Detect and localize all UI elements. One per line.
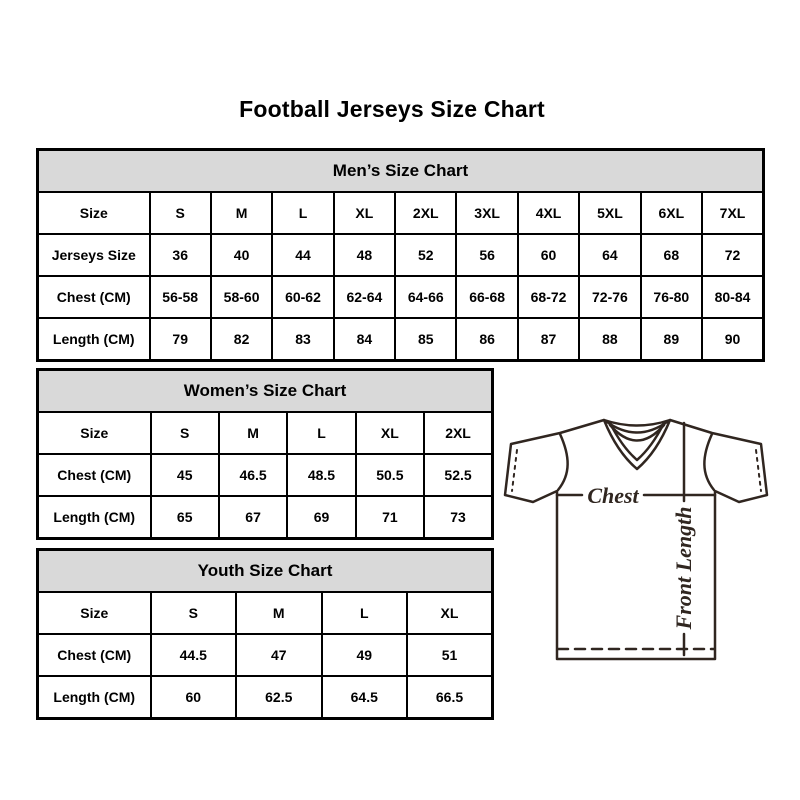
- row-label: Length (CM): [38, 676, 151, 719]
- table-cell: 56: [456, 234, 517, 276]
- table-cell: S: [151, 592, 237, 634]
- table-cell: 90: [702, 318, 763, 361]
- table-cell: 83: [272, 318, 333, 361]
- table-cell: 84: [334, 318, 395, 361]
- row-label: Size: [38, 412, 151, 454]
- table-row: [38, 192, 764, 234]
- table-cell: 73: [424, 496, 492, 539]
- table-cell: 72-76: [579, 276, 640, 318]
- table-cell: 65: [151, 496, 219, 539]
- table-cell: 49: [322, 634, 408, 676]
- jersey-diagram-icon: [498, 398, 782, 682]
- table-cell: L: [272, 192, 333, 234]
- table-cell: 68: [641, 234, 702, 276]
- womens-table-header: Women’s Size Chart: [38, 370, 493, 413]
- youth-size-table: [36, 548, 494, 720]
- table-row: [38, 412, 493, 454]
- table-cell: 67: [219, 496, 287, 539]
- chest-measure-label: Chest: [587, 483, 639, 508]
- table-row: [38, 592, 493, 634]
- table-cell: 2XL: [424, 412, 492, 454]
- jersey-body-outline: [505, 420, 767, 659]
- front-length-measure-label: Front Length: [671, 506, 696, 630]
- table-cell: 40: [211, 234, 272, 276]
- table-row: [38, 496, 493, 539]
- table-cell: XL: [356, 412, 424, 454]
- page-title: Football Jerseys Size Chart: [239, 96, 545, 122]
- table-cell: 44.5: [151, 634, 237, 676]
- youth-table-header: Youth Size Chart: [38, 550, 493, 593]
- table-cell: 60: [151, 676, 237, 719]
- table-cell: 64: [579, 234, 640, 276]
- table-cell: 87: [518, 318, 579, 361]
- table-cell: 88: [579, 318, 640, 361]
- table-cell: 64-66: [395, 276, 456, 318]
- table-cell: 60-62: [272, 276, 333, 318]
- table-cell: M: [236, 592, 322, 634]
- table-cell: 68-72: [518, 276, 579, 318]
- table-cell: 50.5: [356, 454, 424, 496]
- table-cell: M: [211, 192, 272, 234]
- table-cell: 48.5: [287, 454, 355, 496]
- row-label: Size: [38, 592, 151, 634]
- mens-size-table: [36, 148, 765, 362]
- table-cell: 60: [518, 234, 579, 276]
- table-cell: L: [322, 592, 408, 634]
- mens-table-header: Men’s Size Chart: [38, 150, 764, 193]
- table-cell: 82: [211, 318, 272, 361]
- table-cell: 66-68: [456, 276, 517, 318]
- row-label: Length (CM): [38, 318, 150, 361]
- table-cell: XL: [334, 192, 395, 234]
- womens-size-table: [36, 368, 494, 540]
- table-row: [38, 234, 764, 276]
- table-cell: 36: [150, 234, 211, 276]
- table-cell: 72: [702, 234, 763, 276]
- table-cell: S: [150, 192, 211, 234]
- table-row: [38, 276, 764, 318]
- row-label: Chest (CM): [38, 634, 151, 676]
- table-cell: 6XL: [641, 192, 702, 234]
- table-cell: S: [151, 412, 219, 454]
- table-cell: 86: [456, 318, 517, 361]
- table-row: [38, 634, 493, 676]
- table-cell: 58-60: [211, 276, 272, 318]
- table-cell: 3XL: [456, 192, 517, 234]
- table-cell: 52: [395, 234, 456, 276]
- table-cell: XL: [407, 592, 493, 634]
- table-row: [38, 676, 493, 719]
- table-cell: M: [219, 412, 287, 454]
- table-cell: L: [287, 412, 355, 454]
- table-cell: 44: [272, 234, 333, 276]
- table-cell: 51: [407, 634, 493, 676]
- table-cell: 71: [356, 496, 424, 539]
- table-cell: 80-84: [702, 276, 763, 318]
- table-cell: 45: [151, 454, 219, 496]
- table-cell: 62.5: [236, 676, 322, 719]
- row-label: Jerseys Size: [38, 234, 150, 276]
- table-row: [38, 318, 764, 361]
- table-cell: 76-80: [641, 276, 702, 318]
- table-cell: 85: [395, 318, 456, 361]
- table-cell: 5XL: [579, 192, 640, 234]
- table-cell: 47: [236, 634, 322, 676]
- table-cell: 52.5: [424, 454, 492, 496]
- table-cell: 79: [150, 318, 211, 361]
- table-cell: 64.5: [322, 676, 408, 719]
- table-cell: 56-58: [150, 276, 211, 318]
- row-label: Chest (CM): [38, 276, 150, 318]
- row-label: Size: [38, 192, 150, 234]
- table-cell: 48: [334, 234, 395, 276]
- table-cell: 7XL: [702, 192, 763, 234]
- table-cell: 2XL: [395, 192, 456, 234]
- table-cell: 66.5: [407, 676, 493, 719]
- table-cell: 69: [287, 496, 355, 539]
- row-label: Length (CM): [38, 496, 151, 539]
- table-cell: 4XL: [518, 192, 579, 234]
- table-cell: 62-64: [334, 276, 395, 318]
- table-cell: 89: [641, 318, 702, 361]
- table-row: [38, 454, 493, 496]
- row-label: Chest (CM): [38, 454, 151, 496]
- table-cell: 46.5: [219, 454, 287, 496]
